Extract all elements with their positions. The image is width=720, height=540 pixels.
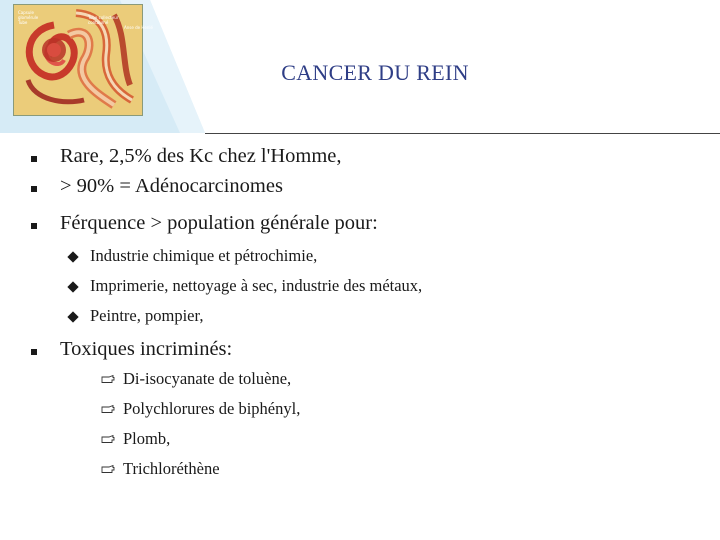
illus-label: Tube collecteur [88,15,119,20]
bullet-item: Toxiques incriminés: [60,338,233,360]
diamond-bullet-icon [67,281,78,292]
illus-label: glomérule [18,15,39,20]
title-divider [205,133,720,134]
sub-sub-bullet-item: Polychlorures de biphényl, [123,399,301,418]
square-bullet-icon [31,156,37,162]
pointing-hand-icon [101,434,115,444]
bullet-item: > 90% = Adénocarcinomes [60,175,283,197]
diamond-bullet-icon [67,311,78,322]
pointing-hand-icon [101,404,115,414]
square-bullet-icon [31,349,37,355]
illus-label: contourné [88,20,109,25]
bullet-item: Rare, 2,5% des Kc chez l'Homme, [60,145,342,167]
diamond-bullet-icon [67,251,78,262]
illus-label: Capsule [18,10,34,15]
sub-sub-bullet-item: Plomb, [123,429,171,448]
sub-bullet-item: Industrie chimique et pétrochimie, [90,246,318,265]
sub-bullet-item: Imprimerie, nettoyage à sec, industrie des métaux, [90,276,423,295]
pointing-hand-icon [101,374,115,384]
nephron-illustration [13,4,153,116]
sub-sub-bullet-item: Trichloréthène [123,459,220,478]
illus-label: Tube [18,20,28,25]
bullet-item: Férquence > population générale pour: [60,212,378,234]
sub-bullet-item: Peintre, pompier, [90,306,204,325]
illus-label: Anse de Henlé [124,25,153,30]
pointing-hand-icon [101,464,115,474]
slide-title: CANCER DU REIN [281,60,469,85]
sub-sub-bullet-item: Di-isocyanate de toluène, [123,369,292,388]
square-bullet-icon [31,223,37,229]
square-bullet-icon [31,186,37,192]
